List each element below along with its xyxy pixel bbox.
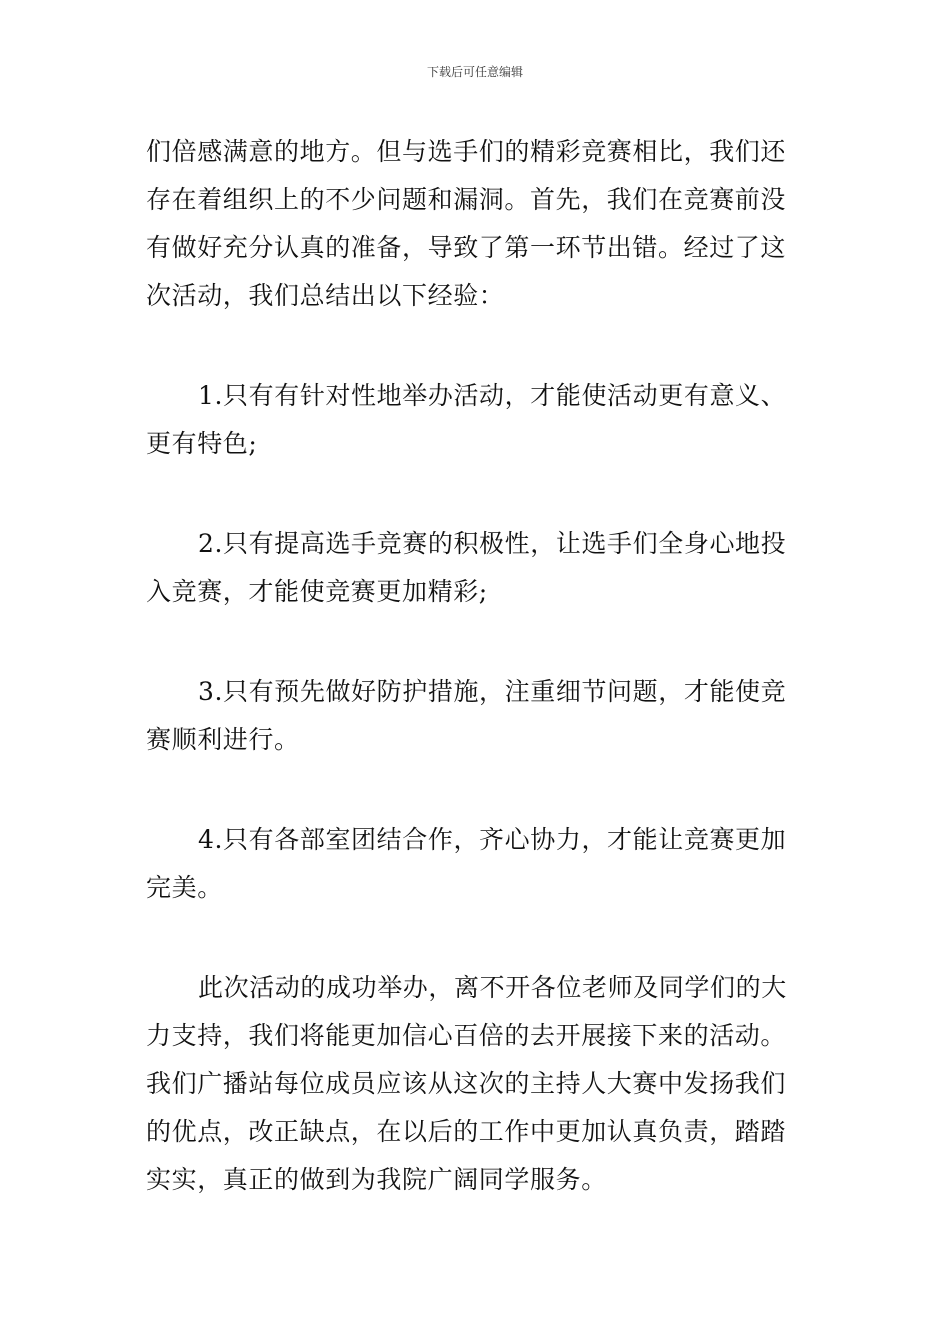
page-header: 下载后可任意编辑 bbox=[426, 65, 523, 79]
list-item-3: 3.只有预先做好防护措施，注重细节问题，才能使竞赛顺利进行。 bbox=[146, 677, 787, 754]
paragraph-continuation: 们倍感满意的地方。但与选手们的精彩竞赛相比，我们还存在着组织上的不少问题和漏洞。首先，我们在竞赛前没有做好充分认真的准备，导致了第一环节出错。经过了这次活动，我们总结出以下经验： bbox=[146, 137, 787, 310]
list-item-4: 4.只有各部室团结合作，齐心协力，才能让竞赛更加完美。 bbox=[146, 825, 787, 902]
document-body bbox=[146, 128, 810, 1204]
paragraph-conclusion: 此次活动的成功举办，离不开各位老师及同学们的大力支持，我们将能更加信心百倍的去开展接下来的活动。我们广播站每位成员应该从这次的主持人大赛中发扬我们的优点，改正缺点，在以后的工作中更加认真负责，踏踏实实，真正的做到为我院广阔同学服务。 bbox=[146, 973, 787, 1194]
list-item-2: 2.只有提高选手竞赛的积极性，让选手们全身心地投入竞赛，才能使竞赛更加精彩; bbox=[146, 529, 787, 606]
list-item-1: 1.只有有针对性地举办活动，才能使活动更有意义、更有特色; bbox=[146, 381, 787, 458]
